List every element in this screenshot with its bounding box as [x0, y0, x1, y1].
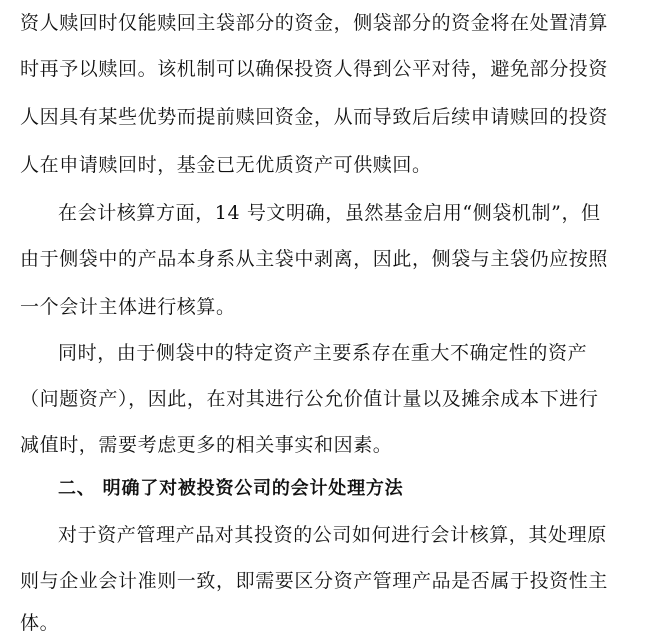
- text-line: 资人赎回时仅能赎回主袋部分的资金，侧袋部分的资金将在处置清算: [20, 12, 609, 34]
- text-line: 在会计核算方面，14 号文明确，虽然基金启用“侧袋机制”，但: [58, 202, 601, 224]
- text-line: 一个会计主体进行核算。: [20, 296, 236, 318]
- text-line: 由于侧袋中的产品本身系从主袋中剥离，因此，侧袋与主袋仍应按照: [20, 248, 609, 270]
- text-line: 同时，由于侧袋中的特定资产主要系存在重大不确定性的资产: [58, 342, 588, 364]
- text-line: 人因具有某些优势而提前赎回资金，从而导致后后续申请赎回的投资: [20, 106, 609, 128]
- text-line: 体。: [20, 612, 60, 634]
- text-line: （问题资产），因此，在对其进行公允价值计量以及摊余成本下进行: [20, 388, 599, 410]
- text-line: 则与企业会计准则一致，即需要区分资产管理产品是否属于投资性主: [20, 570, 609, 592]
- text-line: 时再予以赎回。该机制可以确保投资人得到公平对待，避免部分投资: [20, 58, 609, 80]
- text-line: 人在申请赎回时，基金已无优质资产可供赎回。: [20, 154, 432, 176]
- section-heading: 二、 明确了对被投资公司的会计处理方法: [58, 478, 404, 499]
- text-line: 对于资产管理产品对其投资的公司如何进行会计核算，其处理原: [58, 524, 607, 546]
- text-line: 减值时，需要考虑更多的相关事实和因素。: [20, 434, 393, 456]
